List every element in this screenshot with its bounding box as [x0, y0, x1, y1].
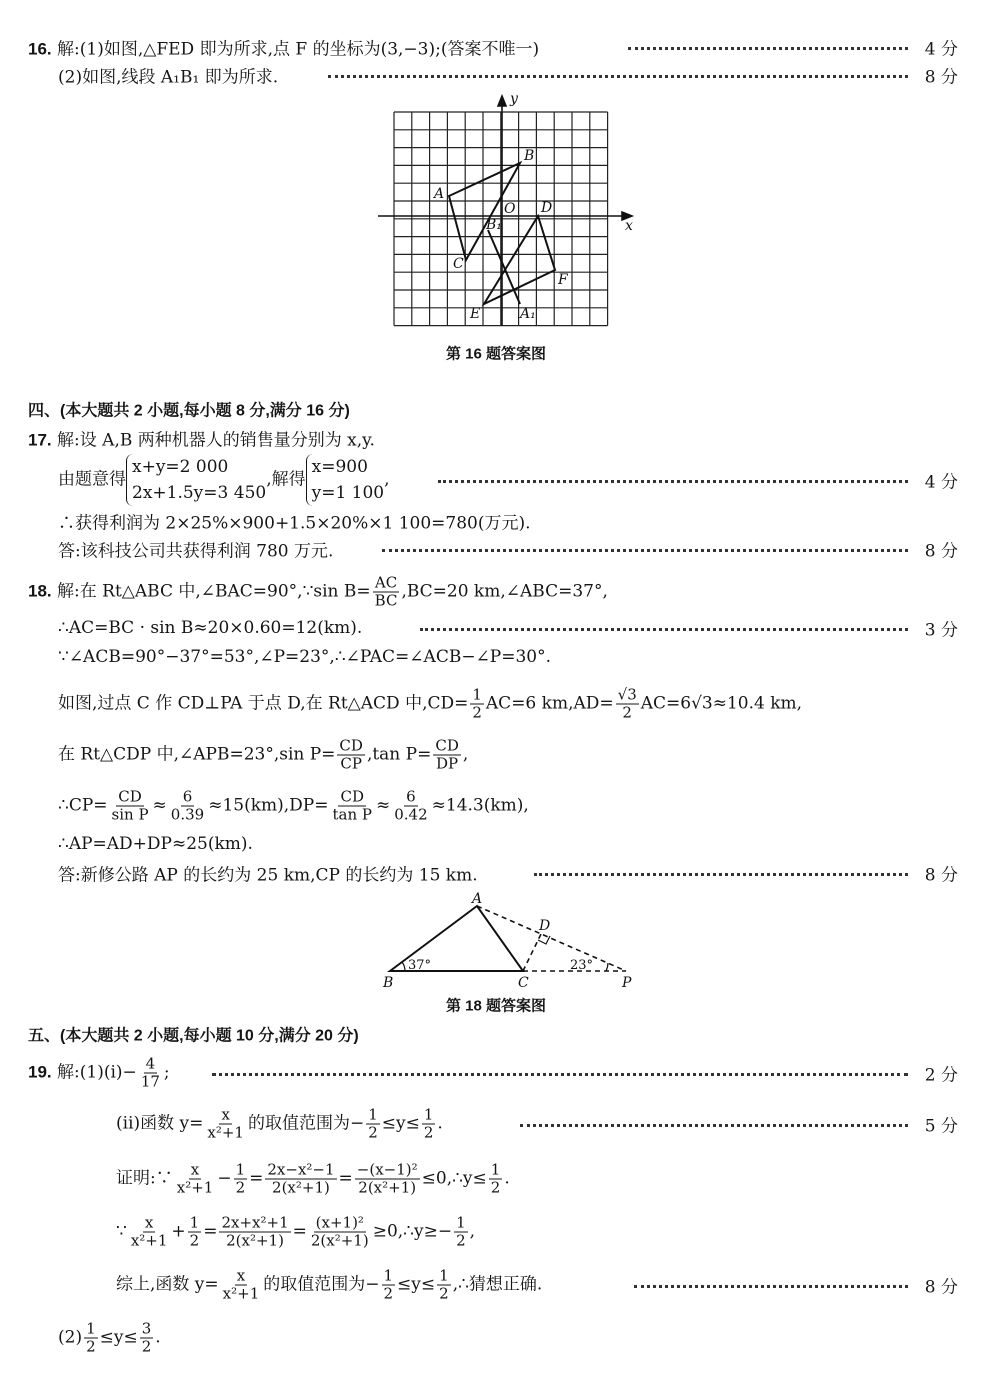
fraction — [337, 738, 365, 773]
denominator: 2 — [456, 1231, 466, 1250]
y-axis-arrow — [498, 96, 506, 106]
segment-a1b1 — [488, 230, 520, 304]
denominator: 2 — [490, 1178, 501, 1197]
q17-solution-system — [306, 454, 385, 506]
q18-text-5b: ,tan P= — [366, 744, 432, 765]
numerator: 1 — [423, 1105, 434, 1124]
denominator: 2 — [383, 1284, 394, 1303]
dot-leader — [628, 47, 908, 50]
denominator: 2 — [189, 1231, 200, 1250]
q18-text-5c: , — [462, 744, 469, 765]
dot-leader — [520, 1124, 908, 1127]
q18-line4 — [0, 684, 988, 724]
fraction — [219, 1215, 290, 1250]
numerator: 4 — [145, 1054, 156, 1073]
label-c: C — [518, 975, 529, 991]
q17-line3 — [0, 506, 988, 536]
fraction — [140, 1321, 154, 1356]
label-e: E — [470, 306, 481, 322]
label-p: P — [622, 975, 632, 991]
denominator: 0.42 — [394, 805, 428, 824]
q19-line3 — [0, 1157, 988, 1201]
q17-solve: ,解得 — [266, 469, 306, 490]
fraction — [169, 789, 206, 824]
q18-line3 — [0, 642, 988, 672]
q19-score-3: 8 分 — [924, 1277, 958, 1298]
numerator: 1 — [383, 1266, 394, 1285]
label-a1: A₁ — [520, 306, 536, 322]
fraction — [330, 789, 374, 824]
q18-text-7: ∴AP=AD+DP≈25(km). — [58, 834, 253, 854]
fraction — [139, 1056, 162, 1091]
denominator: 2 — [368, 1123, 378, 1142]
q17-line1 — [0, 423, 988, 453]
q19-line4 — [0, 1210, 988, 1254]
q18-line2 — [0, 613, 988, 643]
denominator: x²+1 — [130, 1231, 168, 1250]
denominator: x²+1 — [207, 1123, 244, 1142]
q19-text-2a: (ⅱ)函数 y= — [116, 1113, 204, 1134]
denominator: 2 — [472, 703, 482, 722]
section-4-title: 四、(本大题共 2 小题,每小题 8 分,满分 16 分) — [28, 402, 350, 420]
denominator: 2 — [86, 1337, 96, 1356]
q19-text-2e: . — [437, 1113, 443, 1134]
numerator: CD — [118, 787, 142, 806]
q19-text-5c: ≤y≤ — [397, 1274, 436, 1295]
q18-number: 18. — [28, 581, 52, 601]
dot-leader — [534, 873, 908, 876]
section-5-row — [0, 1019, 988, 1049]
q18-line6 — [0, 786, 988, 826]
q17-profit: ∴获得利润为 2×25%×900+1.5×20%×1 100=780(万元). — [58, 513, 531, 534]
denominator: BC — [374, 591, 398, 610]
q18-triangle-figure — [375, 890, 645, 992]
numerator: (x+1)² — [315, 1213, 364, 1232]
q19-text-6c: . — [155, 1327, 161, 1348]
q17-system-line — [0, 455, 988, 505]
q17-line4 — [0, 534, 988, 564]
fraction — [616, 687, 639, 722]
dot-leader — [382, 549, 908, 552]
q17-answer: 答:该科技公司共获得利润 780 万元. — [58, 541, 334, 562]
denominator: 17 — [140, 1072, 160, 1091]
q19-text-3g: . — [504, 1168, 510, 1189]
q19-text-3e: = — [338, 1168, 353, 1189]
q19-text-3a: 证明:∵ — [116, 1168, 173, 1189]
numerator: x — [221, 1105, 230, 1124]
q19-text-4g: , — [469, 1221, 476, 1242]
q19-text-4c: = — [203, 1221, 218, 1242]
numerator: AC — [374, 573, 398, 592]
numerator: 1 — [439, 1266, 449, 1285]
denominator: 2(x²+1) — [272, 1178, 330, 1197]
q18-line7 — [0, 829, 988, 859]
numerator: 3 — [141, 1319, 152, 1338]
denominator: 2 — [141, 1337, 152, 1356]
q19-line6 — [0, 1316, 988, 1360]
q19-text-3b: − — [217, 1168, 232, 1189]
denominator: DP — [436, 754, 459, 773]
denominator: x²+1 — [222, 1284, 260, 1303]
denominator: 2 — [622, 703, 632, 722]
numerator: x — [190, 1160, 200, 1179]
dot-leader — [438, 480, 908, 483]
fraction — [129, 1215, 170, 1250]
denominator: 2(x²+1) — [310, 1231, 369, 1250]
fraction — [437, 1268, 451, 1303]
q18-text-4c: AC=6√3≈10.4 km, — [640, 693, 803, 714]
q19-text-6a: (2) — [58, 1327, 83, 1348]
fraction — [221, 1268, 262, 1303]
dot-leader — [328, 75, 908, 78]
denominator: 2 — [235, 1178, 246, 1197]
q19-text-4a: ∵ — [116, 1221, 127, 1242]
q18-text-6f: ≈14.3(km), — [431, 795, 529, 816]
angle-b-label: 37° — [408, 958, 432, 973]
fraction — [188, 1215, 202, 1250]
q18-text-2: ∴AC=BC · sin B≈20×0.60=12(km). — [58, 618, 363, 638]
angle-p-arc — [606, 963, 608, 971]
q18-score-2: 8 分 — [924, 865, 958, 886]
label-b: B — [383, 975, 394, 991]
numerator: 1 — [86, 1319, 96, 1338]
fraction — [373, 575, 400, 610]
fraction — [175, 1162, 216, 1197]
denominator: 2(x²+1) — [358, 1178, 417, 1197]
dot-leader — [212, 1073, 908, 1076]
q19-text-5b: 的取值范围为− — [263, 1274, 380, 1295]
numerator: 2x+x²+1 — [221, 1213, 289, 1232]
q16-line1 — [0, 32, 988, 62]
q18-text-6b: ≈ — [152, 795, 167, 816]
q19-text-3c: = — [249, 1168, 264, 1189]
q18-text-1b: ,BC=20 km,∠ABC=37°, — [401, 581, 608, 602]
numerator: CD — [435, 736, 459, 755]
q18-text-4b: AC=6 km,AD= — [485, 693, 614, 714]
section-4-row — [0, 394, 988, 424]
q19-score-2: 5 分 — [924, 1116, 958, 1137]
q19-text-2b: 的取值范围为− — [247, 1113, 365, 1134]
q16-grid-figure — [370, 92, 640, 340]
fraction — [366, 1107, 380, 1142]
fraction — [355, 1162, 420, 1197]
q18-text-3: ∵∠ACB=90°−37°=53°,∠P=23°,∴∠PAC=∠ACB−∠P=30°. — [58, 647, 552, 667]
q17-eq-2: 2x+1.5y=3 450 — [132, 483, 267, 503]
fraction — [470, 687, 484, 722]
q18-line1 — [0, 572, 988, 612]
denominator: CP — [340, 754, 362, 773]
q17-equation-system — [126, 454, 266, 506]
q17-number: 17. — [28, 430, 52, 450]
segment-cd — [523, 932, 542, 971]
denominator: 2(x²+1) — [226, 1231, 284, 1250]
q18-line5 — [0, 735, 988, 775]
fraction — [454, 1215, 468, 1250]
fraction — [392, 789, 429, 824]
label-a: A — [472, 891, 483, 907]
q19-text-5e: ,∴猜想正确. — [452, 1274, 543, 1295]
q17-eq-1: x+y=2 000 — [132, 457, 229, 477]
label-c: C — [453, 256, 464, 272]
q19-text-3f: ≤0,∴y≤ — [421, 1168, 487, 1189]
q18-text-5a: 在 Rt△CDP 中,∠APB=23°,sin P= — [58, 744, 336, 765]
denominator: sin P — [111, 805, 149, 824]
numerator: 1 — [472, 685, 482, 704]
numerator: 6 — [182, 787, 193, 806]
q17-score-2: 8 分 — [924, 541, 958, 562]
q16-caption-row — [0, 338, 988, 368]
q18-caption-row — [0, 990, 988, 1020]
denominator: x²+1 — [176, 1178, 214, 1197]
dot-leader — [420, 628, 908, 631]
numerator: x — [236, 1266, 246, 1285]
q17-sol-1: x=900 — [311, 457, 368, 477]
q19-line5 — [0, 1263, 988, 1307]
numerator: √3 — [617, 685, 637, 704]
numerator: x — [144, 1213, 154, 1232]
q18-line8 — [0, 858, 988, 888]
fraction — [382, 1268, 396, 1303]
q16-line2 — [0, 60, 988, 90]
q16-figure-caption: 第 16 题答案图 — [446, 345, 547, 363]
q19-line1 — [0, 1052, 988, 1094]
q17-text: 解:设 A,B 两种机器人的销售量分别为 x,y. — [57, 430, 375, 451]
q18-text-6c: ≈15(km),DP= — [208, 795, 329, 816]
fraction — [265, 1162, 336, 1197]
q19-text-1b: ; — [163, 1062, 170, 1083]
label-d: D — [541, 200, 553, 216]
q18-text-6a: ∴CP= — [58, 795, 108, 816]
denominator: 2 — [439, 1284, 449, 1303]
q16-score-2: 8 分 — [924, 67, 958, 88]
label-b1: B₁ — [486, 217, 502, 233]
q17-score-1: 4 分 — [924, 472, 958, 493]
fraction — [205, 1107, 246, 1142]
q16-score-1: 4 分 — [924, 39, 958, 60]
fraction — [84, 1321, 98, 1356]
q17-comma: , — [384, 469, 390, 490]
q19-line2 — [0, 1103, 988, 1145]
q19-text-4b: + — [171, 1221, 186, 1242]
label-a: A — [434, 186, 445, 202]
q16-text-2: (2)如图,线段 A₁B₁ 即为所求. — [58, 67, 279, 88]
q18-answer: 答:新修公路 AP 的长约为 25 km,CP 的长约为 15 km. — [58, 865, 478, 886]
q19-score-1: 2 分 — [924, 1065, 958, 1086]
fraction — [422, 1107, 436, 1142]
q18-text-4a: 如图,过点 C 作 CD⊥PA 于点 D,在 Rt△ACD 中,CD= — [58, 693, 469, 714]
q17-sol-2: y=1 100 — [311, 483, 385, 503]
numerator: 1 — [235, 1160, 246, 1179]
angle-p-label: 23° — [570, 958, 594, 973]
y-axis-label: y — [510, 92, 518, 107]
label-b: B — [524, 148, 535, 164]
numerator: 6 — [406, 787, 416, 806]
q19-text-1a: 解:(1)(ⅰ)− — [57, 1062, 137, 1083]
label-f: F — [558, 272, 568, 288]
numerator: 1 — [490, 1160, 501, 1179]
q18-text-6e: ≈ — [375, 795, 391, 816]
q19-text-4e: = — [292, 1221, 307, 1242]
numerator: CD — [339, 736, 363, 755]
numerator: CD — [340, 787, 364, 806]
label-o: O — [504, 201, 516, 217]
q19-text-4f: ≥0,∴y≥− — [372, 1221, 453, 1242]
denominator: 0.39 — [170, 805, 205, 824]
denominator: 2 — [423, 1123, 434, 1142]
label-d: D — [539, 918, 551, 934]
q18-score-1: 3 分 — [924, 620, 958, 641]
q19-text-2c: ≤y≤ — [381, 1113, 420, 1134]
section-5-title: 五、(本大题共 2 小题,每小题 10 分,满分 20 分) — [28, 1027, 359, 1045]
q18-figure-caption: 第 18 题答案图 — [446, 997, 547, 1015]
fraction — [433, 738, 461, 773]
denominator: tan P — [332, 805, 372, 824]
q19-number: 19. — [28, 1062, 52, 1082]
q17-lead: 由题意得 — [58, 469, 126, 490]
fraction — [234, 1162, 248, 1197]
numerator: 1 — [456, 1213, 466, 1232]
q16-text: 解:(1)如图,△FED 即为所求,点 F 的坐标为(3,−3);(答案不唯一) — [57, 39, 540, 60]
numerator: 2x−x²−1 — [267, 1160, 335, 1179]
numerator: 1 — [368, 1105, 378, 1124]
x-axis-label: x — [625, 218, 633, 234]
q19-text-5a: 综上,函数 y= — [116, 1274, 219, 1295]
numerator: −(x−1)² — [356, 1160, 418, 1179]
numerator: 1 — [189, 1213, 200, 1232]
fraction — [309, 1215, 371, 1250]
q16-number: 16. — [28, 39, 52, 59]
fraction — [110, 789, 151, 824]
angle-b-arc — [402, 962, 405, 971]
q19-text-6b: ≤y≤ — [99, 1327, 138, 1348]
q18-text-1a: 解:在 Rt△ABC 中,∠BAC=90°,∵sin B= — [57, 581, 371, 602]
fraction — [489, 1162, 503, 1197]
dot-leader — [634, 1285, 908, 1288]
